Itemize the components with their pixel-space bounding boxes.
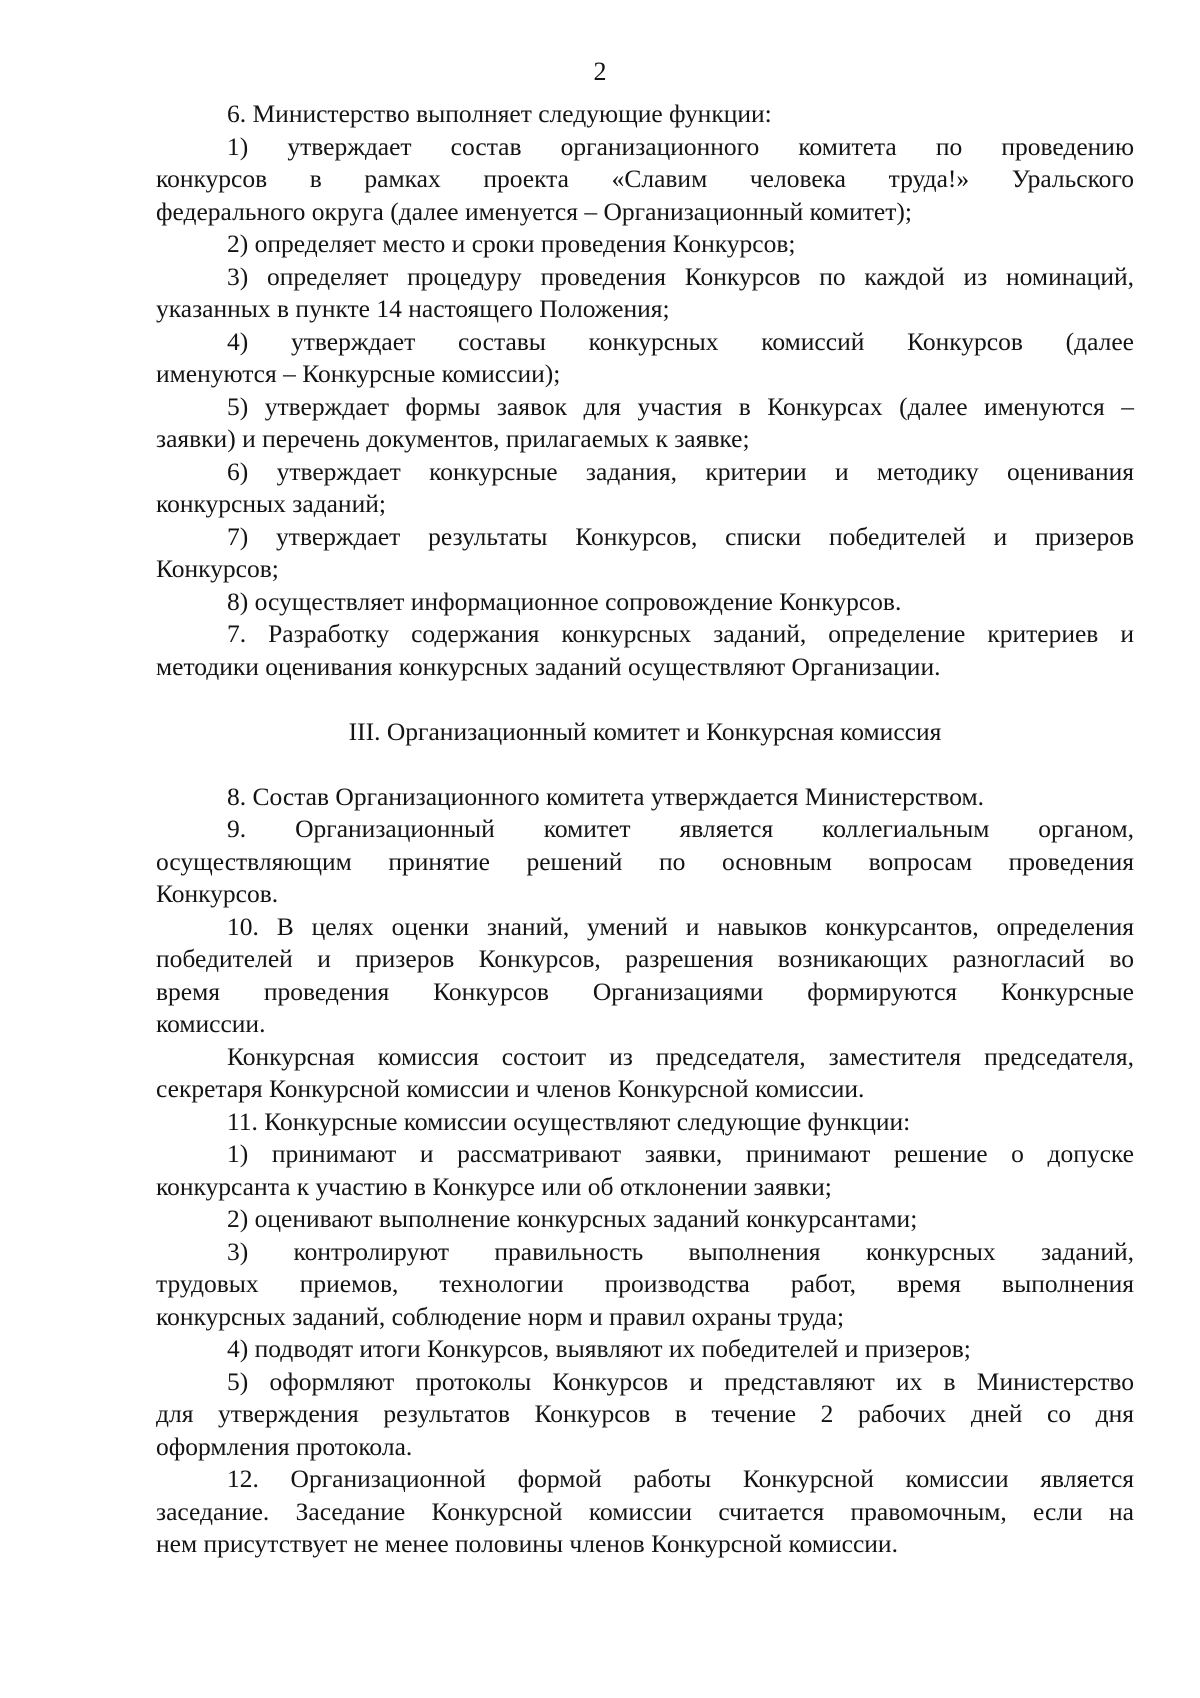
text-line: 6. Министерство выполняет следующие функции: <box>227 99 772 128</box>
text-line: комиссии. <box>156 1009 266 1038</box>
text-line: 5) утверждает формы заявок для участия в Конкурсах (далее именуются – <box>227 391 1134 421</box>
text-line: время проведения Конкурсов Организациями формируются Конкурсные <box>156 976 1134 1006</box>
text-line: Конкурсная комиссия состоит из председателя, заместителя председателя, <box>227 1041 1134 1071</box>
text-line: заявки) и перечень документов, прилагаемых к заявке; <box>156 424 750 453</box>
text-line: 10. В целях оценки знаний, умений и навыков конкурсантов, определения <box>227 911 1134 941</box>
text-line: конкурсов в рамках проекта «Славим человека труда!» Уральского <box>156 164 1134 193</box>
text-line: Конкурсов; <box>156 554 279 583</box>
text-line: конкурсных заданий, соблюдение норм и правил охраны труда; <box>156 1301 845 1331</box>
text-line: 12. Организационной формой работы Конкурсной комиссии является <box>227 1464 1134 1493</box>
text-line: оформления протокола. <box>156 1431 413 1461</box>
text-line: для утверждения результатов Конкурсов в течение 2 рабочих дней со дня <box>156 1399 1134 1428</box>
text-line: 2) оценивают выполнение конкурсных заданий конкурсантами; <box>227 1204 918 1233</box>
text-line: 2) определяет место и сроки проведения Конкурсов; <box>227 229 796 258</box>
text-line: 1) принимают и рассматривают заявки, принимают решение о допуске <box>227 1139 1134 1168</box>
text-line: 6) утверждает конкурсные задания, критерии и методику оценивания <box>227 456 1134 486</box>
text-line: трудовых приемов, технологии производства работ, время выполнения <box>156 1269 1134 1298</box>
blank-line <box>156 683 1134 716</box>
text-line: секретаря Конкурсной комиссии и членов Конкурсной комиссии. <box>156 1074 865 1103</box>
text-line: нем присутствует не менее половины членов Конкурсной комиссии. <box>156 1529 898 1558</box>
page-number: 2 <box>593 57 607 86</box>
blank-line <box>156 748 1134 781</box>
text-line: 3) определяет процедуру проведения Конкурсов по каждой из номинаций, <box>227 261 1134 291</box>
text-line: 4) утверждает составы конкурсных комиссий Конкурсов (далее <box>227 326 1134 356</box>
text-line: именуются – Конкурсные комиссии); <box>156 359 561 388</box>
text-line: конкурсанта к участию в Конкурсе или об отклонении заявки; <box>156 1171 832 1201</box>
text-line: конкурсных заданий; <box>156 489 386 518</box>
text-line: 1) утверждает состав организационного комитета по проведению <box>227 131 1134 161</box>
text-line: 8) осуществляет информационное сопровождение Конкурсов. <box>227 586 902 616</box>
text-line: федерального округа (далее именуется – Организационный комитет); <box>156 196 912 226</box>
text-line: 5) оформляют протоколы Конкурсов и представляют их в Министерство <box>227 1366 1134 1396</box>
text-line: 4) подводят итоги Конкурсов, выявляют их победителей и призеров; <box>227 1334 971 1363</box>
text-line: победителей и призеров Конкурсов, разрешения возникающих разногласий во <box>156 944 1134 973</box>
text-line: 11. Конкурсные комиссии осуществляют следующие функции: <box>227 1106 911 1136</box>
text-line: 3) контролируют правильность выполнения конкурсных заданий, <box>227 1236 1134 1266</box>
text-line: 8. Состав Организационного комитета утверждается Министерством. <box>227 781 985 811</box>
text-line: указанных в пункте 14 настоящего Положения; <box>156 294 670 323</box>
text-line: осуществляющим принятие решений по основным вопросам проведения <box>156 846 1134 876</box>
text-line: Конкурсов. <box>156 879 279 908</box>
text-line: 7. Разработку содержания конкурсных заданий, определение критериев и <box>227 619 1134 648</box>
text-line: 9. Организационный комитет является коллегиальным органом, <box>227 814 1134 843</box>
section-heading: III. Организационный комитет и Конкурсная комиссия <box>348 716 942 746</box>
text-line: заседание. Заседание Конкурсной комиссии считается правомочным, если на <box>156 1496 1134 1526</box>
text-line: 7) утверждает результаты Конкурсов, списки победителей и призеров <box>227 521 1134 551</box>
document-body <box>156 98 1134 1561</box>
text-line: методики оценивания конкурсных заданий осуществляют Организации. <box>156 651 941 681</box>
